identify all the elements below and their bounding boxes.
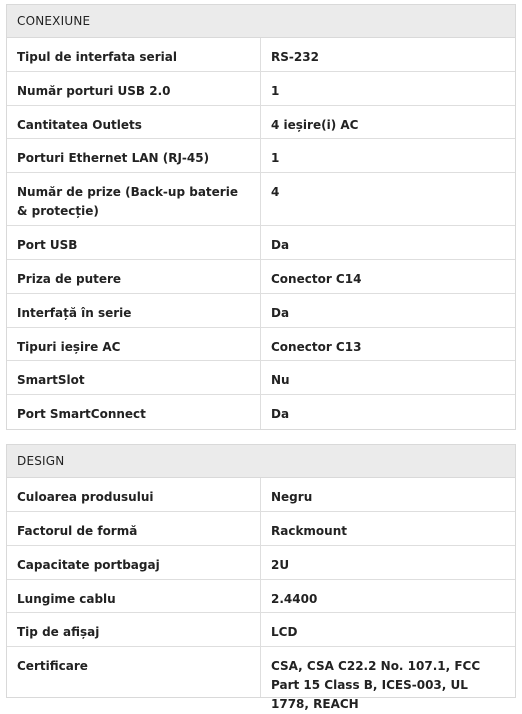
spec-row [7,613,515,647]
spec-label: Lungime cablu [7,580,261,613]
spec-label: Porturi Ethernet LAN (RJ-45) [7,139,261,172]
section-header: DESIGN [7,445,515,478]
spec-row [7,173,515,226]
spec-section-conexiune [6,4,516,430]
spec-row [7,546,515,580]
spec-label: Priza de putere [7,260,261,293]
spec-row [7,647,515,711]
spec-value: 1 [271,83,280,98]
spec-label: Capacitate portbagaj [7,546,261,579]
spec-value: Nu [271,373,290,387]
spec-label: Tip de afișaj [7,613,261,646]
spec-row [7,328,515,362]
spec-value: RS-232 [271,50,319,64]
spec-value: 4 ieșire(i) AC [271,117,359,132]
spec-value: 1 [271,151,280,165]
spec-row [7,226,515,260]
spec-label: SmartSlot [7,361,261,394]
spec-row [7,260,515,294]
spec-row [7,38,515,72]
spec-row [7,294,515,328]
spec-value: 2U [271,557,290,572]
spec-row [7,72,515,106]
spec-label: Port USB [7,226,261,259]
spec-label: Culoarea produsului [7,478,261,511]
spec-label: Certificare [7,647,261,697]
spec-value: 2.4400 [271,591,318,606]
spec-row [7,395,515,429]
spec-label: Număr porturi USB 2.0 [7,72,261,105]
spec-value: CSA, CSA C22.2 No. 107.1, FCC Part 15 Class B, ICES-003, UL 1778, REACH [271,659,481,711]
spec-label: Tipul de interfata serial [7,38,261,71]
spec-row [7,106,515,140]
spec-value: LCD [271,625,298,639]
section-header: CONEXIUNE [7,5,515,38]
spec-section-design [6,444,516,711]
spec-row [7,139,515,173]
spec-value: Conector C14 [271,272,362,286]
spec-value: Rackmount [271,524,348,538]
spec-label: Număr de prize (Back-up baterie & protecție) [7,173,261,225]
spec-value: Negru [271,490,313,504]
spec-value: Da [271,305,290,320]
spec-label: Port SmartConnect [7,395,261,429]
spec-label: Cantitatea Outlets [7,106,261,139]
spec-value: Da [271,238,290,252]
spec-label: Interfață în serie [7,294,261,327]
spec-value: Conector C13 [271,339,362,354]
spec-row [7,512,515,546]
spec-row [7,478,515,512]
spec-value: 4 [271,185,280,199]
spec-value: Da [271,407,290,421]
spec-row [7,580,515,614]
spec-row [7,361,515,395]
spec-label: Tipuri ieșire AC [7,328,261,361]
spec-label: Factorul de formă [7,512,261,545]
